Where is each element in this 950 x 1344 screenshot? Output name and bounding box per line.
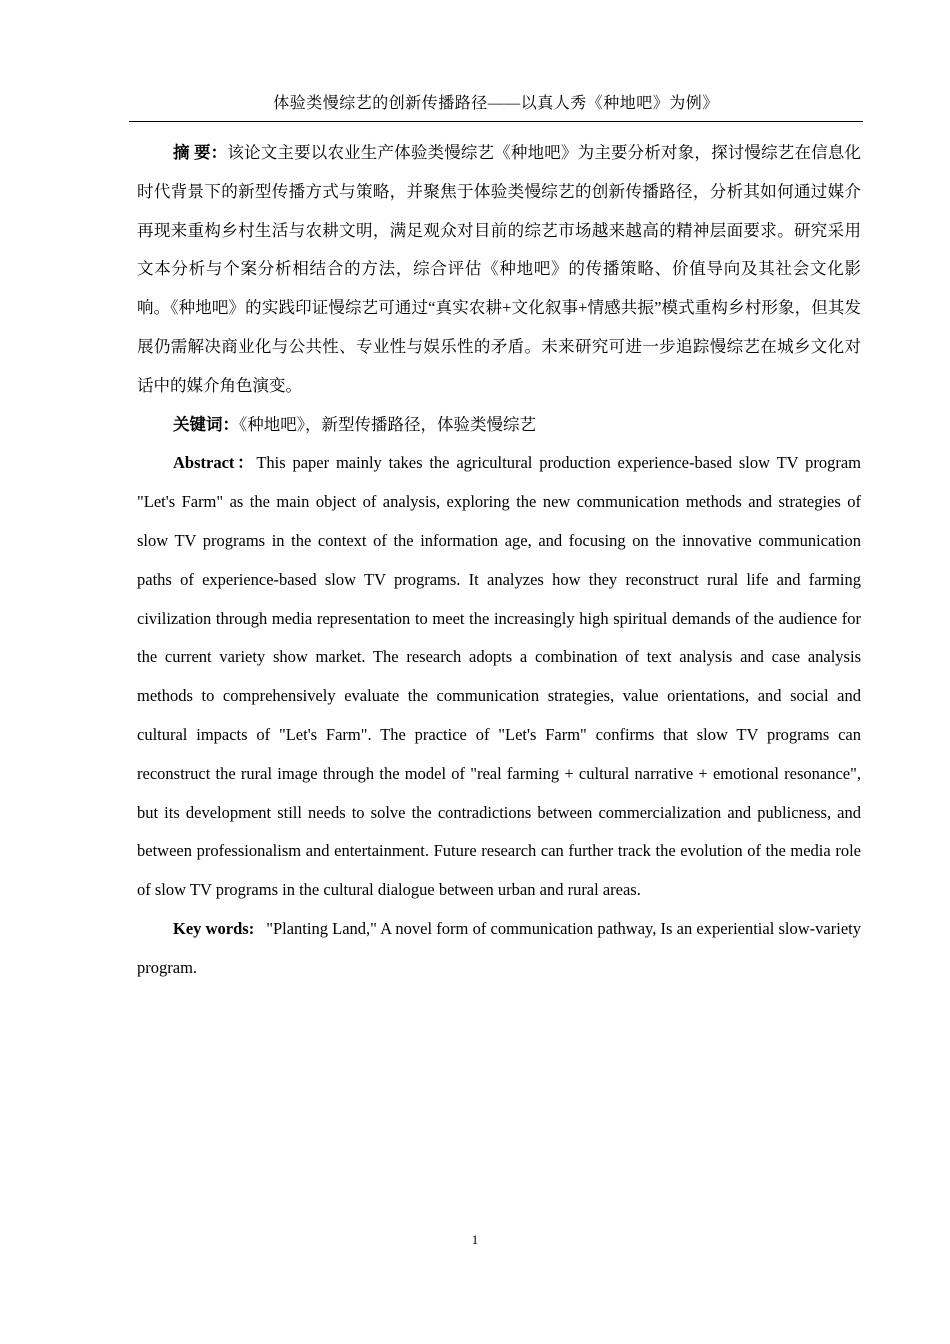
page-footer xyxy=(0,1232,950,1248)
keywords-cn-paragraph xyxy=(137,406,861,445)
keywords-en-paragraph xyxy=(137,910,861,988)
abstract-en-text: This paper mainly takes the agricultural production experience-based slow TV program "Let's Farm" as the main object of analysis, exploring the new communication methods and strategies of slow TV programs in the context of the information age, and focusing on the innovative communication paths of experience-based slow TV programs. It analyzes how they reconstruct rural life and farming civilization through media representation to meet the increasingly high spiritual demands of the audience for the current variety show market. The research adopts a combination of text analysis and case analysis methods to comprehensively evaluate the communication strategies, value orientations, and social and cultural impacts of "Let's Farm". The practice of "Let's Farm" confirms that slow TV programs can reconstruct the rural image through the model of "real farming + cultural narrative + emotional resonance", but its development still needs to solve the contradictions between commercialization and publicness, and between professionalism and entertainment. Future research can further track the evolution of the media role of slow TV programs in the cultural dialogue between urban and rural areas. xyxy=(137,453,861,900)
keywords-en-text: "Planting Land," A novel form of communication pathway, Is an experiential slow-variety program. xyxy=(137,918,861,977)
keywords-en-label: Key words xyxy=(173,918,249,938)
abstract-cn-text: 该论文主要以农业生产体验类慢综艺《种地吧》为主要分析对象，探讨慢综艺在信息化时代背景下的新型传播方式与策略，并聚焦于体验类慢综艺的创新传播路径，分析其如何通过媒介再现来重构乡村生活与农耕文明，满足观众对目前的综艺市场越来越高的精神层面要求。研究采用文本分析与个案分析相结合的方法，综合评估《种地吧》的传播策略、价值导向及其社会文化影响。《种地吧》的实践印证慢综艺可通过“真实农耕+文化叙事+情感共振”模式重构乡村形象，但其发展仍需解决商业化与公共性、专业性与娱乐性的矛盾。未来研究可进一步追踪慢综艺在城乡文化对话中的媒介角色演变。 xyxy=(137,143,862,395)
abstract-cn-paragraph xyxy=(137,134,861,406)
page-number: 1 xyxy=(471,1232,479,1247)
keywords-cn-text: 《种地吧》，新型传播路径，体验类慢综艺 xyxy=(239,414,536,434)
keywords-cn-label: 关键词： xyxy=(173,414,239,434)
abstract-cn-label: 摘 要： xyxy=(173,143,228,162)
page-header xyxy=(129,90,863,122)
abstract-en-label: Abstract： xyxy=(173,453,257,473)
running-head-title: 体验类慢综艺的创新传播路径——以真人秀《种地吧》为例》 xyxy=(273,95,719,112)
document-body xyxy=(137,134,861,988)
abstract-en-paragraph xyxy=(137,444,861,910)
keywords-en-colon: : xyxy=(248,918,255,938)
